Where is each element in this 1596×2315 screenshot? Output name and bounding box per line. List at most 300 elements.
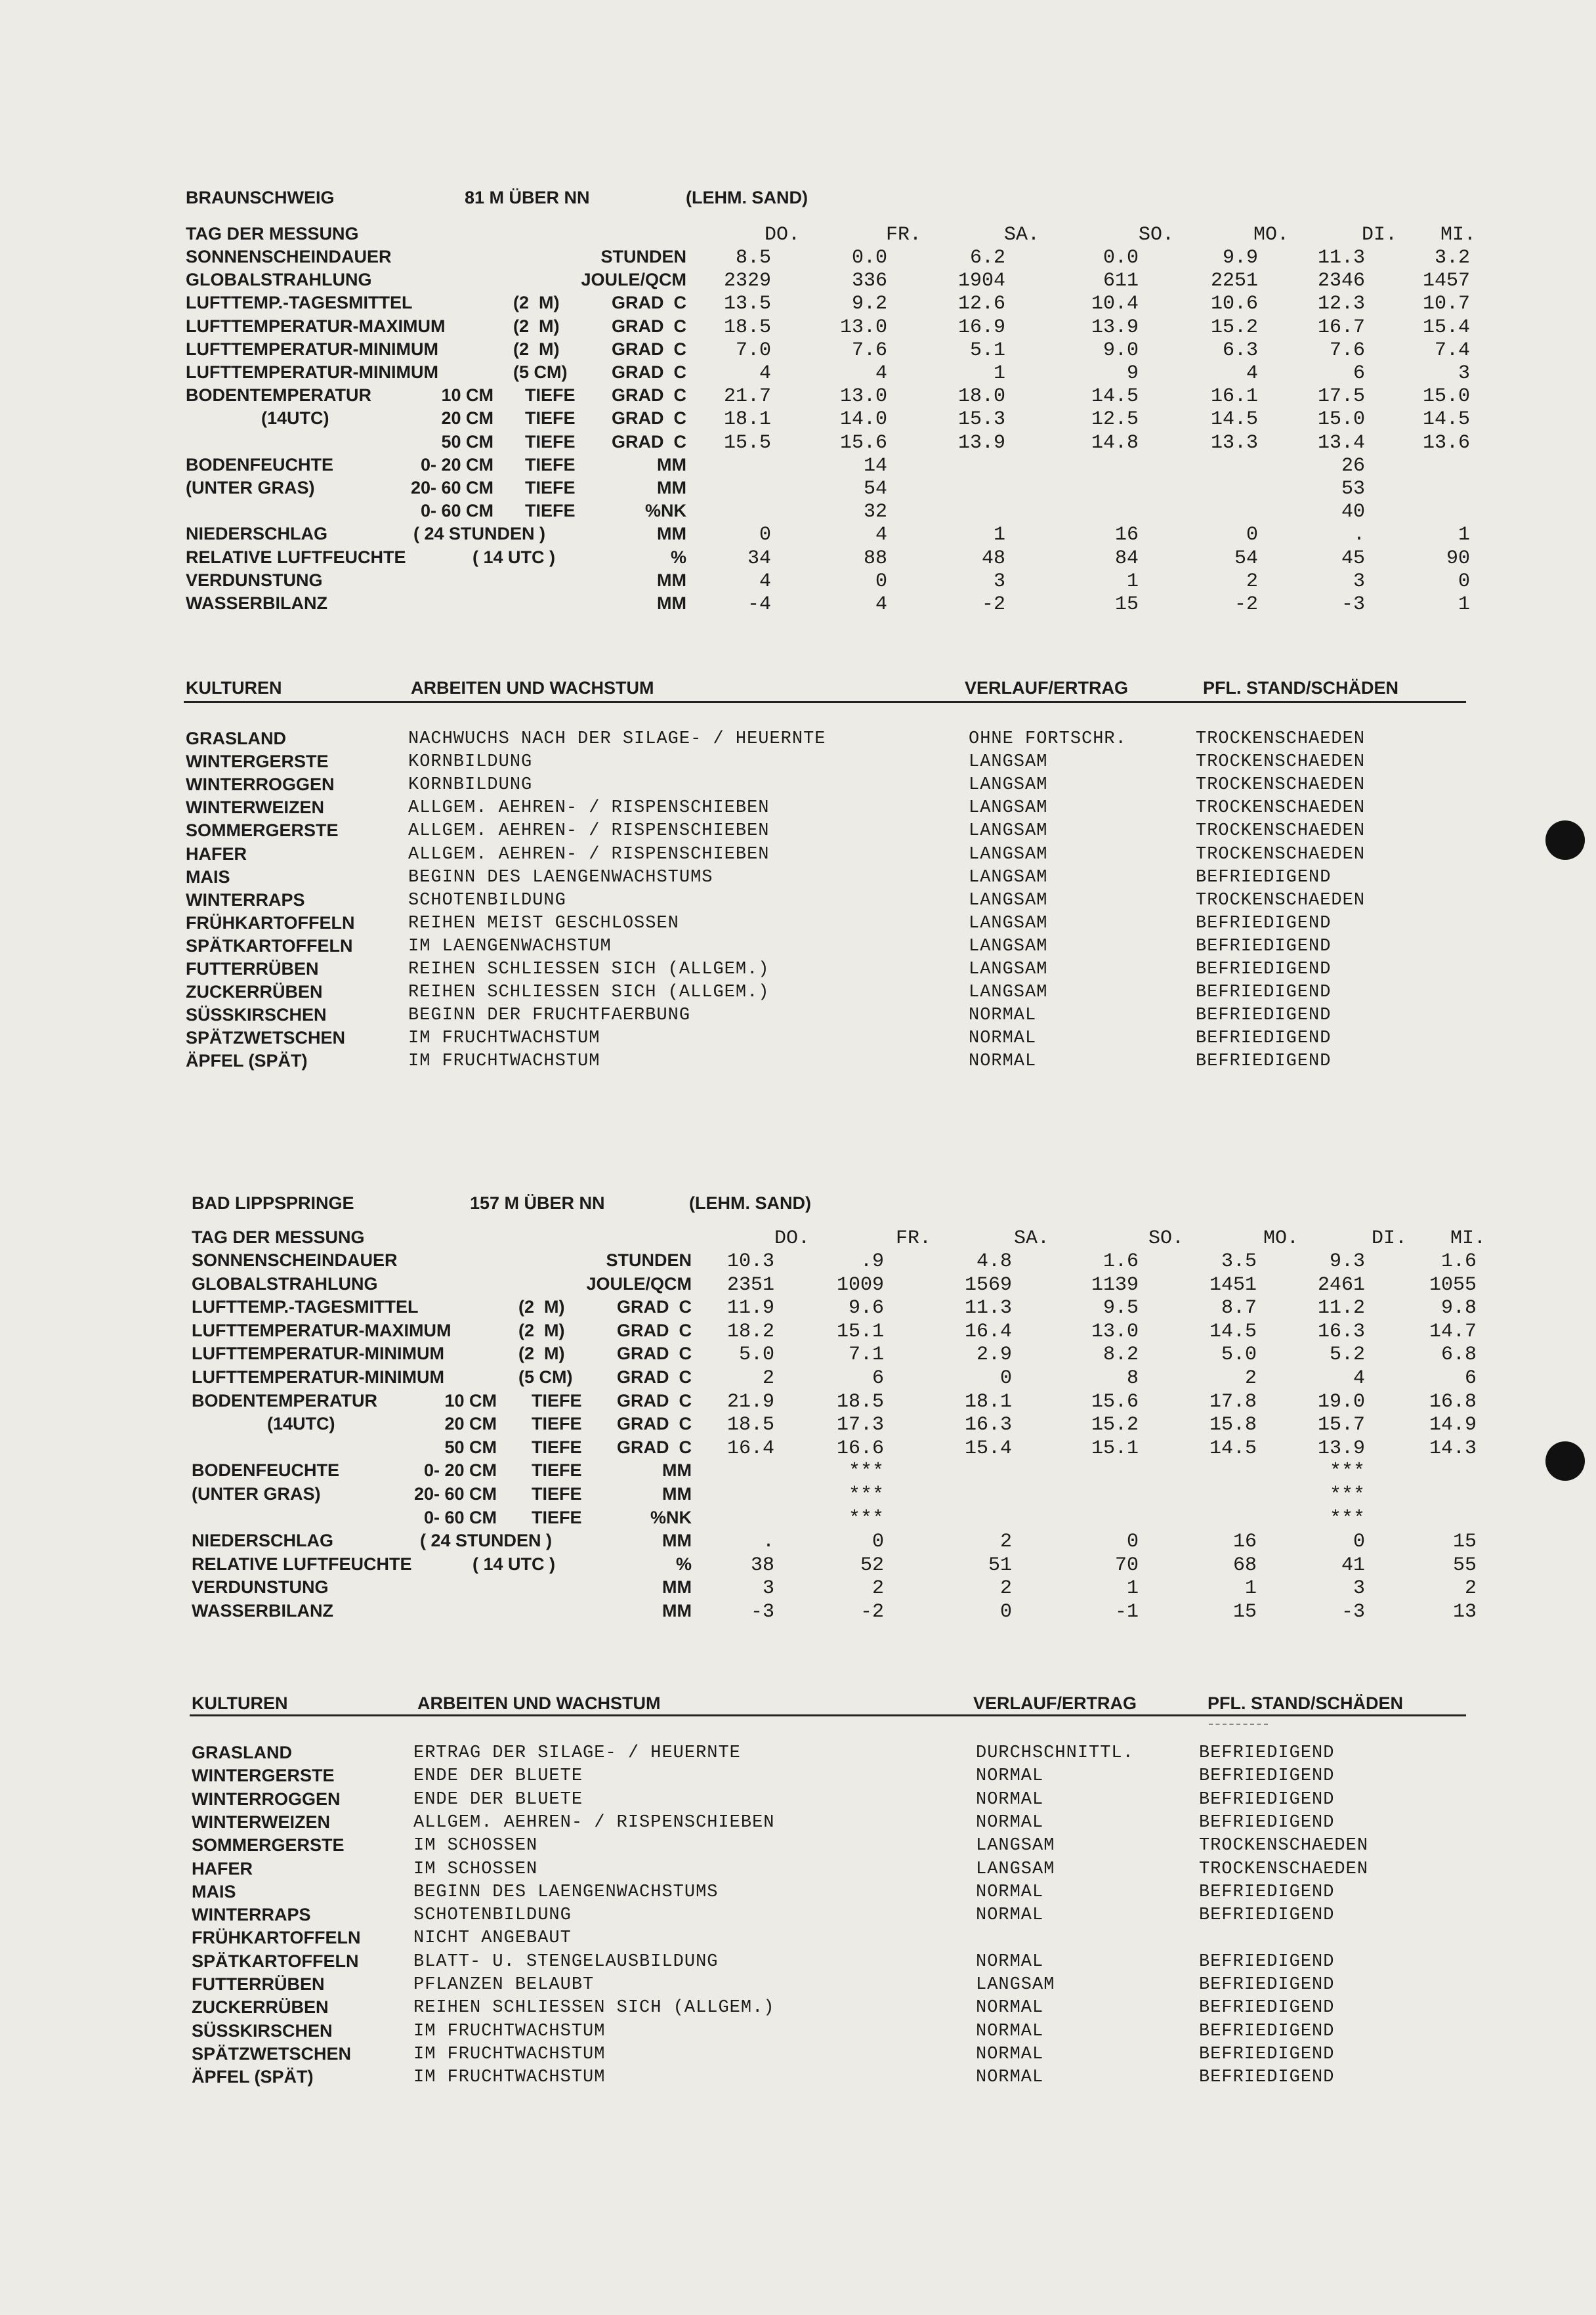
measurement-value: 90 xyxy=(1446,547,1470,570)
crop-progress: LANGSAM xyxy=(969,798,1048,818)
measurement-value: 3 xyxy=(762,1577,774,1600)
crop-work: IM FRUCHTWACHSTUM xyxy=(413,2045,606,2064)
row-unit: JOULE/QCM xyxy=(586,1274,692,1294)
measurement-value: 11.9 xyxy=(726,1297,774,1319)
measurement-value: 16.1 xyxy=(1210,385,1258,408)
crop-work: IM FRUCHTWACHSTUM xyxy=(408,1029,600,1048)
crop-state: BEFRIEDIGEND xyxy=(1199,1975,1335,1995)
measurement-value: 15.2 xyxy=(1091,1414,1139,1436)
row-depth: 50 CM xyxy=(444,1437,497,1457)
measurement-value: 7.1 xyxy=(848,1344,884,1366)
crop-state: BEFRIEDIGEND xyxy=(1196,1051,1332,1071)
measurement-value: 4.8 xyxy=(976,1250,1012,1273)
crop-state: TROCKENSCHAEDEN xyxy=(1196,775,1366,795)
row-depth-label: TIEFE xyxy=(532,1484,582,1504)
measurement-value: 40 xyxy=(1341,501,1365,523)
measurement-value: 8.7 xyxy=(1221,1297,1257,1319)
measurement-value: 13 xyxy=(1452,1601,1477,1623)
measurement-value: 4 xyxy=(1246,362,1258,385)
measurement-value: 0 xyxy=(1246,524,1258,546)
measurement-value: 14.5 xyxy=(1209,1321,1257,1343)
measurement-value: 8.5 xyxy=(735,247,771,269)
crop-progress: LANGSAM xyxy=(969,983,1048,1002)
measurement-value: 9.6 xyxy=(848,1297,884,1319)
row-unit: GRAD C xyxy=(617,1391,692,1411)
crop-progress: NORMAL xyxy=(976,1790,1044,1810)
crop-work: IM FRUCHTWACHSTUM xyxy=(408,1051,600,1071)
crop-name: SPÄTZWETSCHEN xyxy=(186,1028,345,1048)
row-depth: 10 CM xyxy=(444,1391,497,1411)
row-depth: 20- 60 CM xyxy=(410,478,494,498)
measurement-value: 9 xyxy=(1126,362,1139,385)
crop-progress: LANGSAM xyxy=(969,891,1048,910)
crop-name: GRASLAND xyxy=(186,729,286,748)
crop-progress: OHNE FORTSCHR. xyxy=(969,729,1127,749)
measurement-value: 13.9 xyxy=(1317,1437,1365,1460)
crop-progress: LANGSAM xyxy=(969,868,1048,887)
measurement-value: *** xyxy=(848,1460,884,1483)
crop-state: TROCKENSCHAEDEN xyxy=(1199,1859,1369,1879)
measurement-value: 15.3 xyxy=(957,408,1005,431)
measurement-value: 41 xyxy=(1341,1554,1365,1577)
row-unit: GRAD C xyxy=(612,408,686,428)
crop-work: REIHEN SCHLIESSEN SICH (ALLGEM.) xyxy=(408,960,770,979)
crop-work: BEGINN DES LAENGENWACHSTUMS xyxy=(408,868,713,887)
crop-progress: LANGSAM xyxy=(976,1836,1055,1856)
measurement-value: 16.3 xyxy=(1317,1321,1365,1343)
row-label: BODENFEUCHTE xyxy=(186,455,334,475)
measurement-value: 6.8 xyxy=(1440,1344,1477,1366)
measurement-value: 14.3 xyxy=(1429,1437,1477,1460)
measurement-value: 1055 xyxy=(1429,1274,1477,1296)
measurement-value: -4 xyxy=(747,593,771,616)
day-header: DO. xyxy=(765,224,801,246)
crop-name: WINTERGERSTE xyxy=(186,752,329,771)
crop-work: ENDE DER BLUETE xyxy=(413,1766,583,1786)
row-sublabel: ( 14 UTC ) xyxy=(472,547,556,567)
measurement-value: 4 xyxy=(875,593,887,616)
crop-work: SCHOTENBILDUNG xyxy=(413,1905,572,1925)
measurement-value: 6.3 xyxy=(1222,339,1258,362)
row-sublabel: (2 M) xyxy=(518,1297,565,1317)
crop-progress: NORMAL xyxy=(976,1813,1044,1833)
row-sublabel: ( 24 STUNDEN ) xyxy=(420,1531,553,1550)
crop-progress: LANGSAM xyxy=(969,752,1048,772)
crop-progress: NORMAL xyxy=(976,1998,1044,2018)
measurement-value: 1009 xyxy=(836,1274,884,1296)
measurement-value: 13.4 xyxy=(1317,432,1365,454)
row-label: LUFTTEMPERATUR-MINIMUM xyxy=(192,1367,444,1387)
measurement-value: -3 xyxy=(1341,1601,1365,1623)
day-header: FR. xyxy=(896,1227,932,1250)
crop-progress: NORMAL xyxy=(969,1051,1037,1071)
crop-state: BEFRIEDIGEND xyxy=(1199,1743,1335,1763)
measurement-value: *** xyxy=(1329,1508,1365,1530)
measurement-value: .9 xyxy=(860,1250,884,1273)
measurement-value: 53 xyxy=(1341,478,1365,500)
measurement-value: 13.5 xyxy=(723,293,771,315)
crop-work: KORNBILDUNG xyxy=(408,775,533,795)
measurement-value: 18.1 xyxy=(723,408,771,431)
crop-progress: LANGSAM xyxy=(969,937,1048,956)
row-sublabel: (5 CM) xyxy=(513,362,568,382)
measurement-value: 2351 xyxy=(726,1274,774,1296)
measurement-value: 1 xyxy=(1458,593,1470,616)
row-sublabel: (2 M) xyxy=(513,339,560,359)
crop-progress: NORMAL xyxy=(969,1029,1037,1048)
measurement-value: 9.3 xyxy=(1329,1250,1365,1273)
measurement-value: -2 xyxy=(1234,593,1258,616)
row-label: LUFTTEMP.-TAGESMITTEL xyxy=(192,1297,419,1317)
crop-state: BEFRIEDIGEND xyxy=(1199,1998,1335,2018)
day-header: MO. xyxy=(1263,1227,1299,1250)
crop-name: SOMMERGERSTE xyxy=(192,1835,345,1855)
row-unit: GRAD C xyxy=(612,432,686,452)
measurement-value: 14.5 xyxy=(1210,408,1258,431)
day-header: MO. xyxy=(1253,224,1290,246)
crop-state: BEFRIEDIGEND xyxy=(1196,937,1332,956)
row-unit: % xyxy=(675,1554,692,1574)
row-unit: MM xyxy=(662,1601,692,1621)
measurement-value: 14.0 xyxy=(839,408,887,431)
row-depth: 0- 20 CM xyxy=(420,455,494,475)
measurement-value: 14.9 xyxy=(1429,1414,1477,1436)
measurement-value: 1 xyxy=(1458,524,1470,546)
crops-header-rule xyxy=(190,1714,1466,1716)
measurement-value: *** xyxy=(848,1508,884,1530)
measurement-value: 0 xyxy=(759,524,771,546)
row-depth: 0- 60 CM xyxy=(423,1508,497,1527)
measurement-value: 54 xyxy=(1234,547,1258,570)
row-label: VERDUNSTUNG xyxy=(192,1577,329,1597)
soil-type: (LEHM. SAND) xyxy=(686,188,808,207)
crop-state: BEFRIEDIGEND xyxy=(1199,1766,1335,1786)
day-header: DI. xyxy=(1362,224,1398,246)
crop-work: ALLGEM. AEHREN- / RISPENSCHIEBEN xyxy=(408,798,770,818)
measurement-value: 12.3 xyxy=(1317,293,1365,315)
crop-state: BEFRIEDIGEND xyxy=(1199,2022,1335,2041)
measurement-value: 16.9 xyxy=(957,316,1005,339)
day-header: DI. xyxy=(1372,1227,1408,1250)
station-elevation: 157 M ÜBER NN xyxy=(470,1193,605,1213)
row-label: (UNTER GRAS) xyxy=(192,1484,321,1504)
measurement-value: 15 xyxy=(1452,1531,1477,1553)
row-unit: STUNDEN xyxy=(600,247,686,266)
row-unit: GRAD C xyxy=(617,1367,692,1387)
crop-work: BEGINN DER FRUCHTFAERBUNG xyxy=(408,1006,691,1025)
measurement-value: 8.2 xyxy=(1102,1344,1139,1366)
crop-work: ALLGEM. AEHREN- / RISPENSCHIEBEN xyxy=(408,845,770,864)
measurement-value: 3 xyxy=(993,570,1005,593)
measurement-value: 21.7 xyxy=(723,385,771,408)
row-sublabel: (2 M) xyxy=(513,316,560,336)
crop-name: WINTERGERSTE xyxy=(192,1766,335,1785)
measurement-value: -2 xyxy=(981,593,1005,616)
row-sublabel: (2 M) xyxy=(518,1321,565,1340)
measurement-value: 1 xyxy=(993,524,1005,546)
row-label: SONNENSCHEINDAUER xyxy=(186,247,392,266)
crop-name: WINTERWEIZEN xyxy=(192,1812,330,1832)
measurement-value: *** xyxy=(848,1484,884,1506)
measurement-value: 14 xyxy=(863,455,887,477)
measurement-value: 14.8 xyxy=(1091,432,1139,454)
measurement-value: 11.3 xyxy=(1317,247,1365,269)
row-label: NIEDERSCHLAG xyxy=(186,524,328,543)
measurement-value: 15.4 xyxy=(964,1437,1012,1460)
row-label: WASSERBILANZ xyxy=(186,593,327,613)
row-label: BODENTEMPERATUR xyxy=(192,1391,377,1411)
measurement-value: 15.1 xyxy=(1091,1437,1139,1460)
crops-header-rule xyxy=(184,701,1466,703)
crop-work: REIHEN SCHLIESSEN SICH (ALLGEM.) xyxy=(413,1998,775,2018)
measurement-value: 45 xyxy=(1341,547,1365,570)
row-label: WASSERBILANZ xyxy=(192,1601,333,1621)
measurement-value: 15.7 xyxy=(1317,1414,1365,1436)
measurement-value: 5.1 xyxy=(969,339,1005,362)
measurement-value: 52 xyxy=(860,1554,884,1577)
measurement-value: 2461 xyxy=(1317,1274,1365,1296)
row-unit: STUNDEN xyxy=(606,1250,692,1270)
crop-progress: LANGSAM xyxy=(969,845,1048,864)
crop-work: REIHEN SCHLIESSEN SICH (ALLGEM.) xyxy=(408,983,770,1002)
crop-progress: NORMAL xyxy=(976,2068,1044,2087)
measurement-value: 13.6 xyxy=(1422,432,1470,454)
measurement-value: 16.3 xyxy=(964,1414,1012,1436)
measurement-value: . xyxy=(1353,524,1365,546)
row-unit: MM xyxy=(657,593,686,613)
row-sublabel: ( 14 UTC ) xyxy=(472,1554,556,1574)
row-unit: MM xyxy=(662,1484,692,1504)
station-name: BRAUNSCHWEIG xyxy=(186,188,335,207)
crop-state: BEFRIEDIGEND xyxy=(1196,1029,1332,1048)
measurement-value: 68 xyxy=(1232,1554,1257,1577)
measurement-value: 2329 xyxy=(723,270,771,292)
row-depth: 50 CM xyxy=(441,432,494,452)
measurement-value: 1451 xyxy=(1209,1274,1257,1296)
crop-state: BEFRIEDIGEND xyxy=(1199,1790,1335,1810)
crops-header-kulturen: KULTUREN xyxy=(186,678,282,698)
crop-work: BLATT- U. STENGELAUSBILDUNG xyxy=(413,1952,719,1972)
measurement-value: 14.5 xyxy=(1209,1437,1257,1460)
measurement-header-label: TAG DER MESSUNG xyxy=(192,1227,365,1247)
measurement-value: 18.1 xyxy=(964,1391,1012,1413)
crop-name: SPÄTZWETSCHEN xyxy=(192,2044,351,2064)
row-label: LUFTTEMP.-TAGESMITTEL xyxy=(186,293,413,312)
crop-state: BEFRIEDIGEND xyxy=(1199,2045,1335,2064)
crop-progress: NORMAL xyxy=(969,1006,1037,1025)
measurement-value: 6 xyxy=(1464,1367,1477,1390)
crops-header-kulturen: KULTUREN xyxy=(192,1693,288,1713)
crop-name: HAFER xyxy=(186,844,247,864)
measurement-value: 26 xyxy=(1341,455,1365,477)
row-depth-label: TIEFE xyxy=(532,1437,582,1457)
crop-state: TROCKENSCHAEDEN xyxy=(1196,729,1366,749)
measurement-value: 11.2 xyxy=(1317,1297,1365,1319)
measurement-value: 2 xyxy=(762,1367,774,1390)
row-label: LUFTTEMPERATUR-MINIMUM xyxy=(186,362,438,382)
crop-work: KORNBILDUNG xyxy=(408,752,533,772)
crop-state: BEFRIEDIGEND xyxy=(1199,1905,1335,1925)
measurement-value: 1 xyxy=(1244,1577,1257,1600)
crop-name: SÜSSKIRSCHEN xyxy=(192,2021,333,2041)
row-label: LUFTTEMPERATUR-MAXIMUM xyxy=(192,1321,452,1340)
row-label: RELATIVE LUFTFEUCHTE xyxy=(192,1554,412,1574)
row-label: RELATIVE LUFTFEUCHTE xyxy=(186,547,406,567)
crop-name: WINTERROGGEN xyxy=(192,1789,341,1809)
row-unit: GRAD C xyxy=(617,1297,692,1317)
soil-type: (LEHM. SAND) xyxy=(689,1193,811,1213)
crop-work: IM LAENGENWACHSTUM xyxy=(408,937,612,956)
measurement-value: 21.9 xyxy=(726,1391,774,1413)
row-unit: GRAD C xyxy=(612,293,686,312)
measurement-value: 9.5 xyxy=(1102,1297,1139,1319)
crop-progress: NORMAL xyxy=(976,1905,1044,1925)
measurement-value: -3 xyxy=(750,1601,774,1623)
measurement-value: 2 xyxy=(999,1531,1012,1553)
measurement-value: 0 xyxy=(999,1601,1012,1623)
crop-work: ALLGEM. AEHREN- / RISPENSCHIEBEN xyxy=(408,821,770,841)
measurement-value: 55 xyxy=(1452,1554,1477,1577)
measurement-value: 15.1 xyxy=(836,1321,884,1343)
crop-work: SCHOTENBILDUNG xyxy=(408,891,566,910)
measurement-value: 54 xyxy=(863,478,887,500)
day-header: SA. xyxy=(1004,224,1040,246)
crop-name: MAIS xyxy=(186,867,230,887)
row-depth: 20 CM xyxy=(441,408,494,428)
crop-progress: LANGSAM xyxy=(969,821,1048,841)
crop-work: NACHWUCHS NACH DER SILAGE- / HEUERNTE xyxy=(408,729,826,749)
measurement-value: 10.6 xyxy=(1210,293,1258,315)
measurement-value: 336 xyxy=(851,270,887,292)
row-unit: %NK xyxy=(650,1508,692,1527)
measurement-value: 2 xyxy=(999,1577,1012,1600)
measurement-value: 4 xyxy=(875,362,887,385)
measurement-value: 18.2 xyxy=(726,1321,774,1343)
crop-name: SÜSSKIRSCHEN xyxy=(186,1005,327,1025)
row-label: NIEDERSCHLAG xyxy=(192,1531,334,1550)
row-depth-label: TIEFE xyxy=(532,1460,582,1480)
crop-progress: NORMAL xyxy=(976,1766,1044,1786)
crop-state: BEFRIEDIGEND xyxy=(1199,1813,1335,1833)
measurement-value: 5.2 xyxy=(1329,1344,1365,1366)
day-header: MI. xyxy=(1440,224,1477,246)
measurement-value: 13.9 xyxy=(1091,316,1139,339)
measurement-value: 17.5 xyxy=(1317,385,1365,408)
crop-state: BEFRIEDIGEND xyxy=(1196,914,1332,933)
measurement-value: *** xyxy=(1329,1484,1365,1506)
measurement-value: 88 xyxy=(863,547,887,570)
measurement-value: 70 xyxy=(1114,1554,1139,1577)
crops-header-stand: PFL. STAND/SCHÄDEN xyxy=(1208,1693,1404,1713)
measurement-value: 6.2 xyxy=(969,247,1005,269)
row-label: (14UTC) xyxy=(267,1414,335,1434)
crop-state: BEFRIEDIGEND xyxy=(1196,983,1332,1002)
measurement-value: 5.0 xyxy=(738,1344,774,1366)
measurement-value: 11.3 xyxy=(964,1297,1012,1319)
crop-work: IM SCHOSSEN xyxy=(413,1859,538,1879)
crop-state: BEFRIEDIGEND xyxy=(1196,868,1332,887)
punch-hole-lower xyxy=(1545,1441,1585,1481)
measurement-value: 15.0 xyxy=(1317,408,1365,431)
measurement-value: 2 xyxy=(1244,1367,1257,1390)
crop-name: ÄPFEL (SPÄT) xyxy=(192,2067,314,2087)
crop-name: WINTERRAPS xyxy=(192,1905,311,1924)
crop-progress: LANGSAM xyxy=(969,914,1048,933)
measurement-value: 0 xyxy=(1126,1531,1139,1553)
crop-name: FRÜHKARTOFFELN xyxy=(186,913,355,933)
measurement-value: 7.4 xyxy=(1434,339,1470,362)
row-depth-label: TIEFE xyxy=(525,478,576,498)
crop-work: PFLANZEN BELAUBT xyxy=(413,1975,595,1995)
crop-progress: NORMAL xyxy=(976,1952,1044,1972)
measurement-value: 12.6 xyxy=(957,293,1005,315)
measurement-value: 2251 xyxy=(1210,270,1258,292)
row-depth-label: TIEFE xyxy=(532,1508,582,1527)
crop-name: FUTTERRÜBEN xyxy=(192,1974,325,1994)
measurement-value: 13.0 xyxy=(839,385,887,408)
station-elevation: 81 M ÜBER NN xyxy=(465,188,590,207)
crop-name: WINTERRAPS xyxy=(186,890,305,910)
row-label: (UNTER GRAS) xyxy=(186,478,315,498)
crop-name: ZUCKERRÜBEN xyxy=(186,982,323,1002)
crop-name: SOMMERGERSTE xyxy=(186,820,339,840)
crop-state: TROCKENSCHAEDEN xyxy=(1199,1836,1369,1856)
measurement-value: . xyxy=(762,1531,774,1553)
row-unit: GRAD C xyxy=(617,1344,692,1363)
measurement-value: 15.4 xyxy=(1422,316,1470,339)
measurement-value: 13.9 xyxy=(957,432,1005,454)
row-label: BODENTEMPERATUR xyxy=(186,385,371,405)
measurement-value: 0 xyxy=(872,1531,884,1553)
station-name: BAD LIPPSPRINGE xyxy=(192,1193,354,1213)
crop-state: BEFRIEDIGEND xyxy=(1199,2068,1335,2087)
measurement-value: 6 xyxy=(1353,362,1365,385)
row-label: (14UTC) xyxy=(261,408,329,428)
measurement-value: 8 xyxy=(1126,1367,1139,1390)
measurement-value: 9.9 xyxy=(1222,247,1258,269)
measurement-value: 4 xyxy=(1353,1367,1365,1390)
measurement-value: 9.8 xyxy=(1440,1297,1477,1319)
crop-progress: LANGSAM xyxy=(976,1975,1055,1995)
measurement-value: 38 xyxy=(750,1554,774,1577)
row-depth-label: TIEFE xyxy=(525,385,576,405)
measurement-value: 34 xyxy=(747,547,771,570)
measurement-value: 51 xyxy=(988,1554,1012,1577)
row-unit: GRAD C xyxy=(617,1414,692,1434)
measurement-value: 9.0 xyxy=(1102,339,1139,362)
crop-work: ENDE DER BLUETE xyxy=(413,1790,583,1810)
crop-progress: LANGSAM xyxy=(969,960,1048,979)
crop-state: BEFRIEDIGEND xyxy=(1196,1006,1332,1025)
row-label: LUFTTEMPERATUR-MAXIMUM xyxy=(186,316,446,336)
measurement-value: 1.6 xyxy=(1102,1250,1139,1273)
row-label: SONNENSCHEINDAUER xyxy=(192,1250,398,1270)
day-header: SO. xyxy=(1148,1227,1185,1250)
measurement-value: 611 xyxy=(1102,270,1139,292)
crop-state: TROCKENSCHAEDEN xyxy=(1196,845,1366,864)
row-sublabel: (2 M) xyxy=(513,293,560,312)
measurement-value: 84 xyxy=(1114,547,1139,570)
measurement-value: 15.6 xyxy=(839,432,887,454)
crop-work: REIHEN MEIST GESCHLOSSEN xyxy=(408,914,679,933)
measurement-value: 32 xyxy=(863,501,887,523)
measurement-value: 17.8 xyxy=(1209,1391,1257,1413)
measurement-value: 0 xyxy=(1353,1531,1365,1553)
measurement-value: 13.0 xyxy=(1091,1321,1139,1343)
measurement-value: 0.0 xyxy=(851,247,887,269)
crop-work: ERTRAG DER SILAGE- / HEUERNTE xyxy=(413,1743,741,1763)
measurement-value: 4 xyxy=(759,570,771,593)
